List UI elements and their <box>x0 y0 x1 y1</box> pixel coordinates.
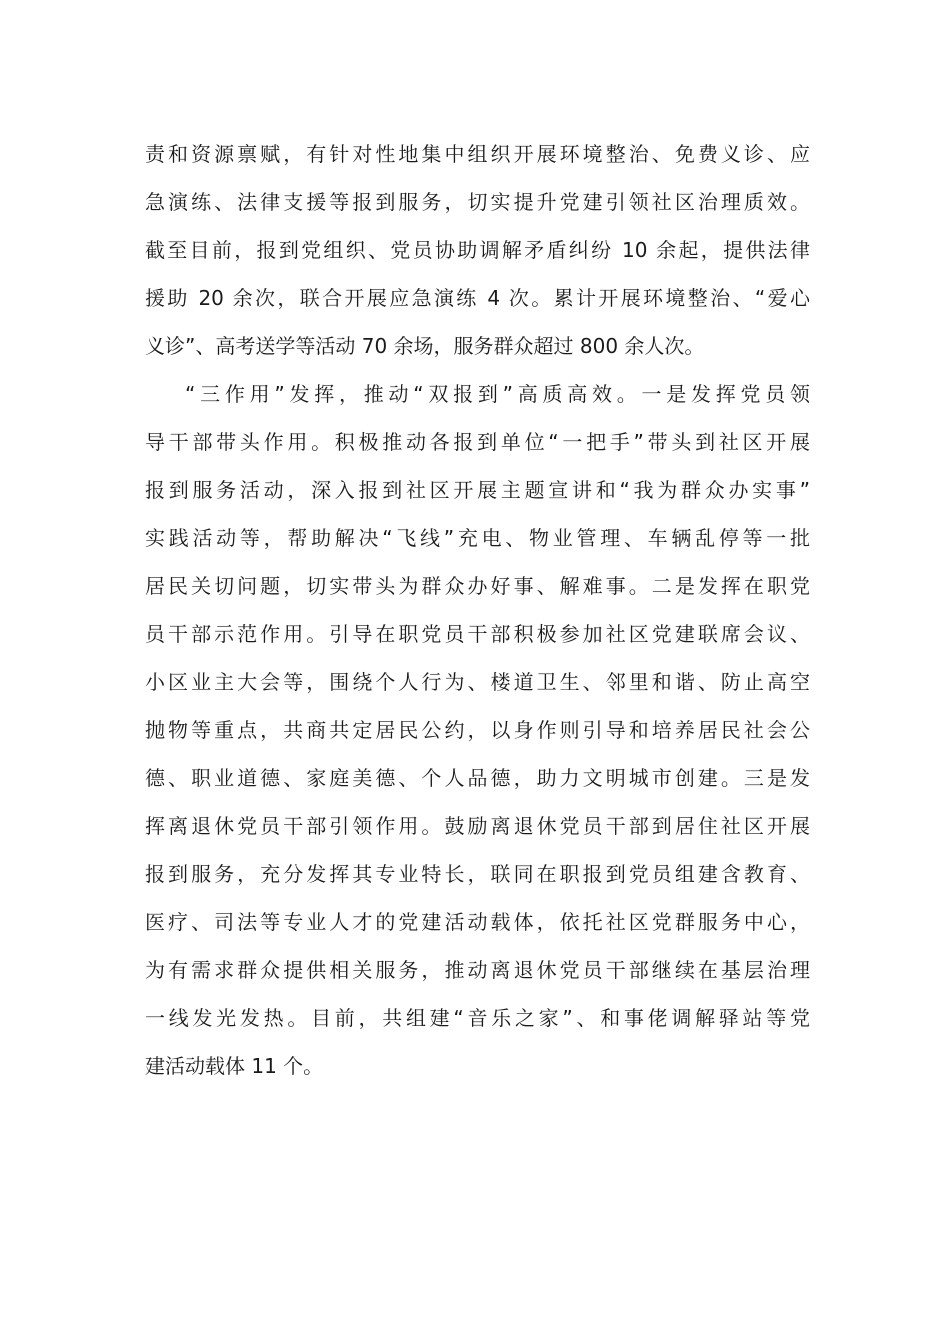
text-line: 急演练、法律支援等报到服务，切实提升党建引领社区治理质效。 <box>145 190 810 214</box>
text-line: 报到服务，充分发挥其专业特长，联同在职报到党员组建含教育、 <box>145 862 810 886</box>
text-line: 员干部示范作用。引导在职党员干部积极参加社区党建联席会议、 <box>145 622 810 646</box>
text-line: 援助 20 余次，联合开展应急演练 4 次。累计开展环境整治、“爱心 <box>145 286 810 310</box>
text-line: 抛物等重点，共商共定居民公约，以身作则引导和培养居民社会公 <box>145 718 810 742</box>
text-line: 为有需求群众提供相关服务，推动离退休党员干部继续在基层治理 <box>145 958 810 982</box>
text-line: 医疗、司法等专业人才的党建活动载体，依托社区党群服务中心， <box>145 910 810 934</box>
text-line: 导干部带头作用。积极推动各报到单位“一把手”带头到社区开展 <box>145 430 810 454</box>
text-line: 一线发光发热。目前，共组建“音乐之家”、和事佬调解驿站等党 <box>145 1006 810 1030</box>
text-line: 实践活动等，帮助解决“飞线”充电、物业管理、车辆乱停等一批 <box>145 526 810 550</box>
paragraph-1 <box>145 130 810 370</box>
text-line: 报到服务活动，深入报到社区开展主题宣讲和“我为群众办实事” <box>145 478 810 502</box>
body-text <box>145 130 810 1090</box>
text-line: 建活动载体 11 个。 <box>145 1054 324 1078</box>
text-line: “三作用”发挥，推动“双报到”高质高效。一是发挥党员领 <box>185 382 810 406</box>
text-line: 德、职业道德、家庭美德、个人品德，助力文明城市创建。三是发 <box>145 766 810 790</box>
text-line: 截至目前，报到党组织、党员协助调解矛盾纠纷 10 余起，提供法律 <box>145 238 810 262</box>
text-line: 义诊”、高考送学等活动 70 余场，服务群众超过 800 余人次。 <box>145 334 705 358</box>
paragraph-2 <box>145 370 810 1090</box>
text-line: 小区业主大会等，围绕个人行为、楼道卫生、邻里和谐、防止高空 <box>145 670 810 694</box>
text-line: 责和资源禀赋，有针对性地集中组织开展环境整治、免费义诊、应 <box>145 142 810 166</box>
text-line: 居民关切问题，切实带头为群众办好事、解难事。二是发挥在职党 <box>145 574 810 598</box>
text-line: 挥离退休党员干部引领作用。鼓励离退休党员干部到居住社区开展 <box>145 814 810 838</box>
